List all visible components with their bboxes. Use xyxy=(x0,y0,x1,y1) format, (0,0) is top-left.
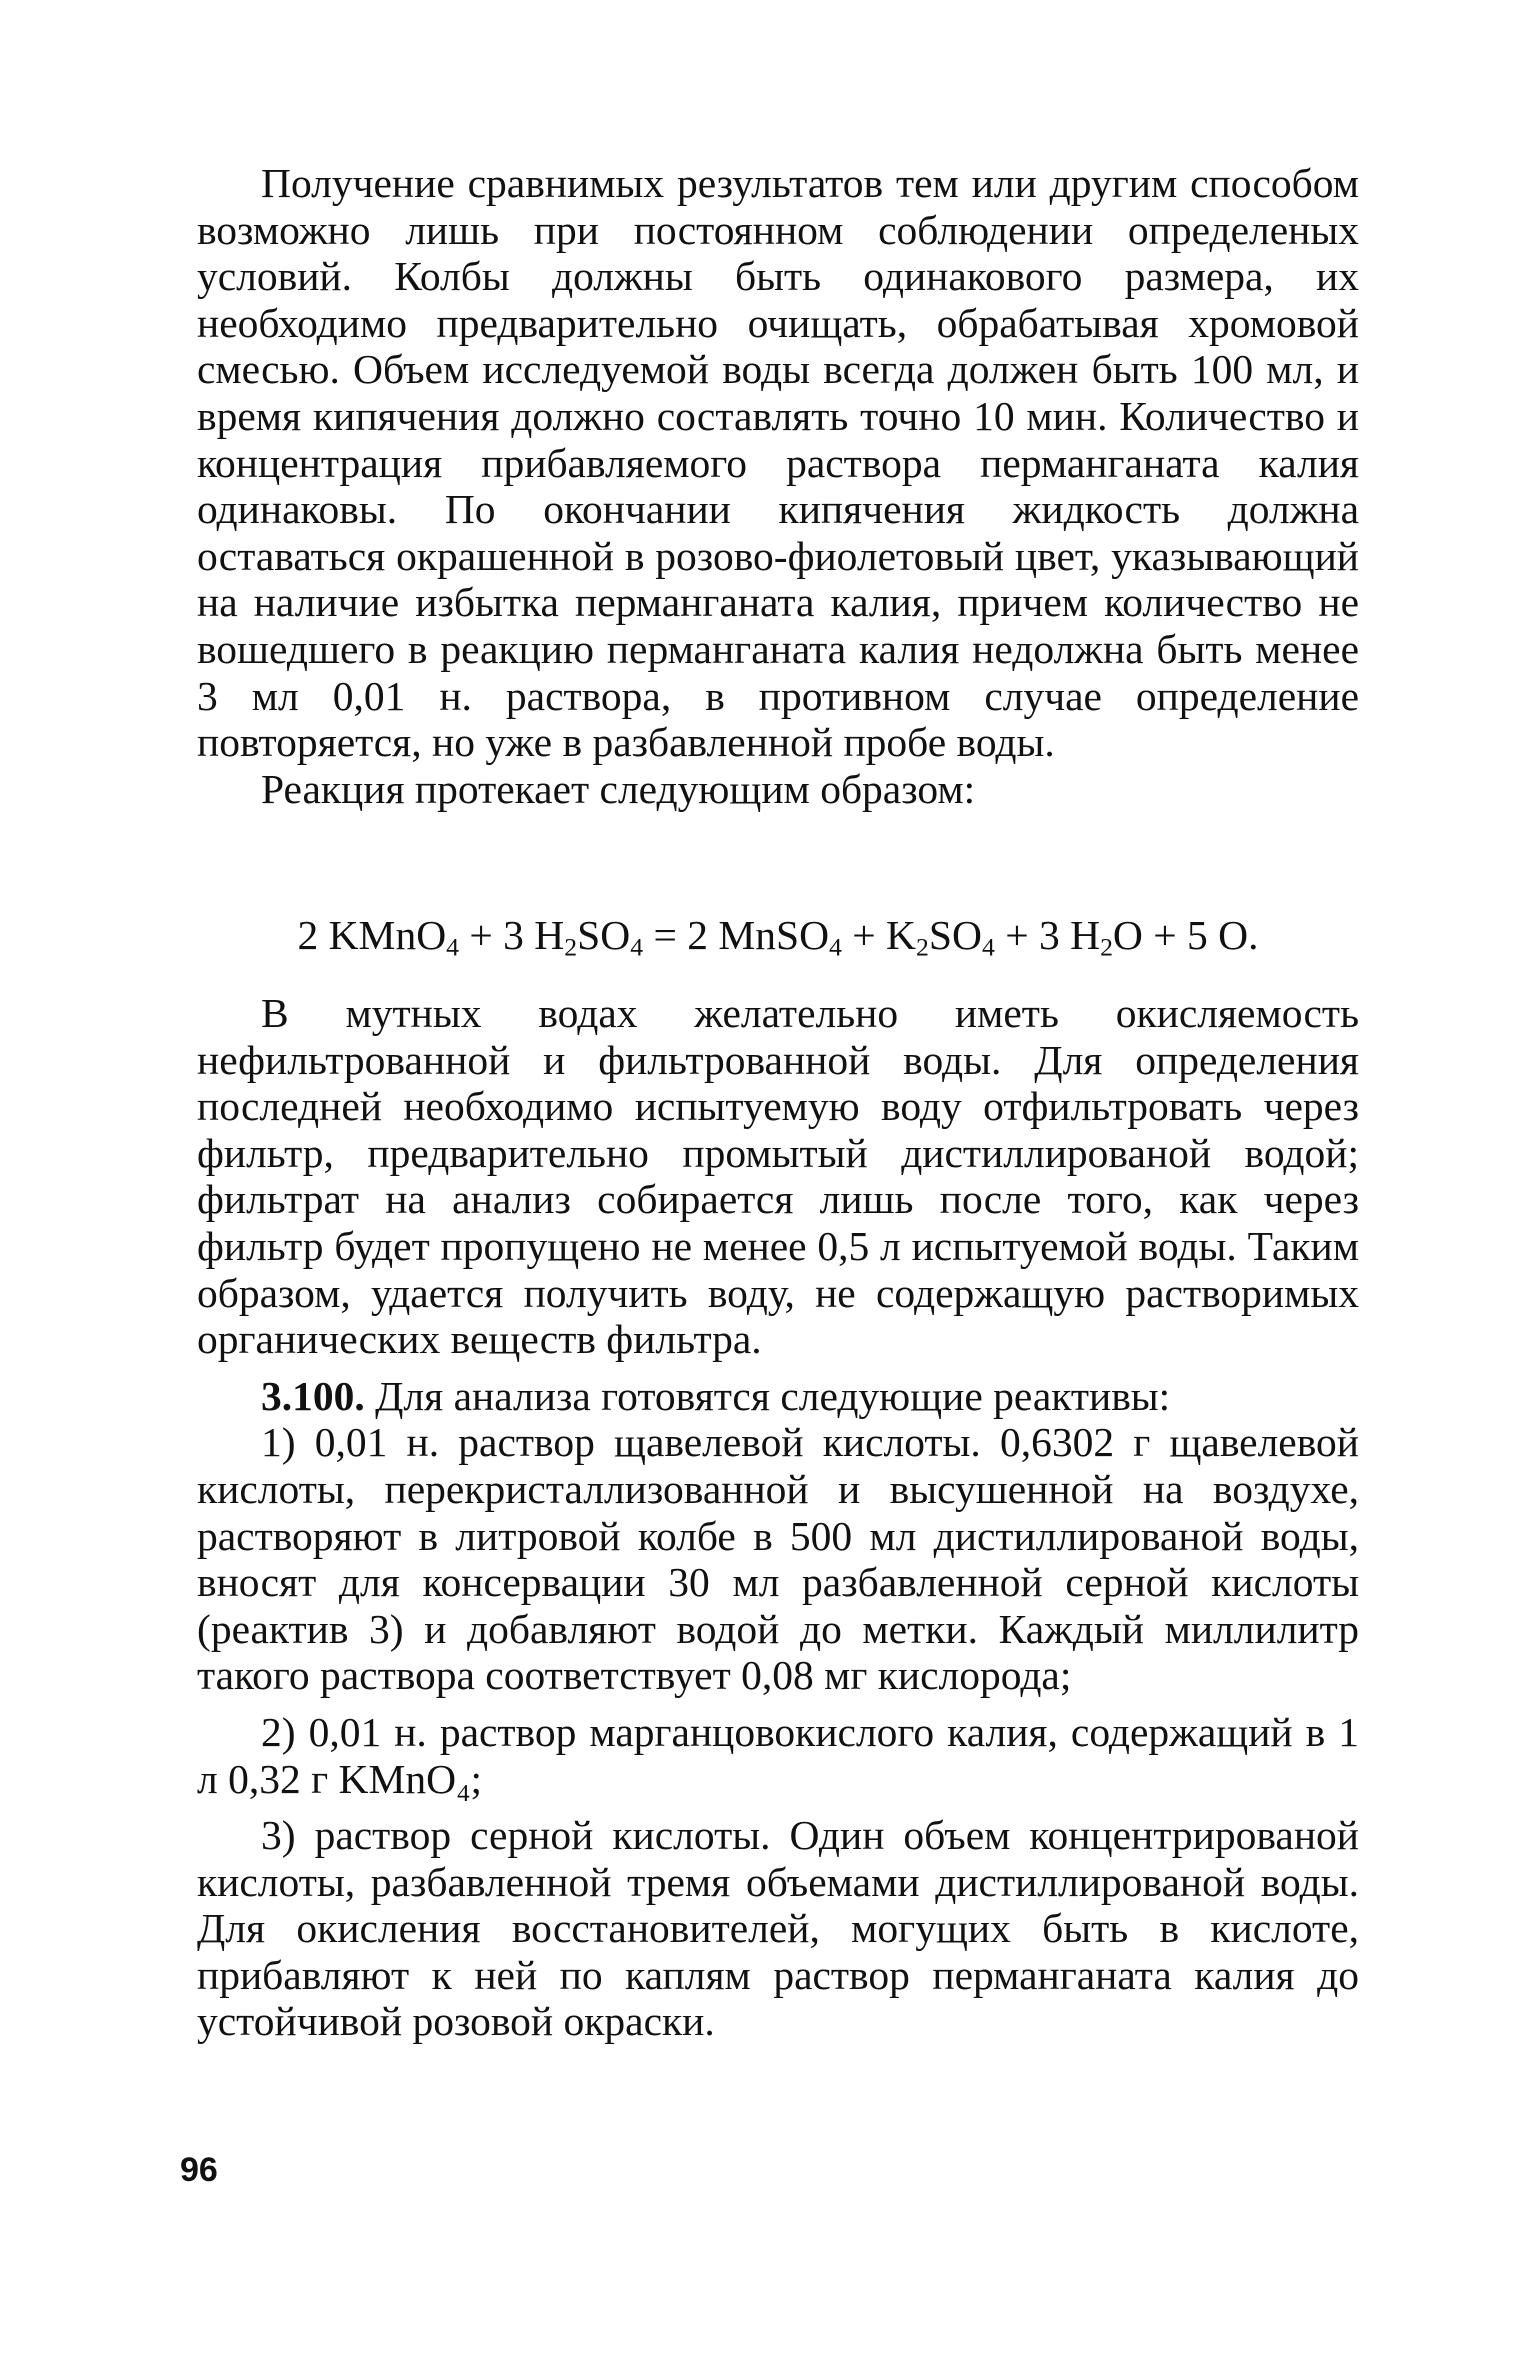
eq-subscript: 4 xyxy=(981,932,995,962)
eq-subscript: 2 xyxy=(916,932,929,962)
eq-part: + 3 H xyxy=(459,912,565,958)
eq-part: SO xyxy=(928,912,982,958)
paragraph-reagents-heading xyxy=(197,1373,1359,1420)
eq-subscript: 2 xyxy=(564,932,578,962)
reaction-equation xyxy=(197,910,1359,960)
eq-part: SO xyxy=(577,912,631,958)
eq-part: O + 5 O. xyxy=(1112,912,1259,958)
paragraph-reaction-intro: Реакция протекает следующим образом: xyxy=(261,765,976,812)
paragraph-reagent-2: 2) 0,01 н. раствор марганцовокислого калия, содержащий в 1 л 0,32 г KMnO₄; xyxy=(197,1708,1359,1802)
page-number: 96 xyxy=(180,2151,218,2189)
eq-part: + 3 H xyxy=(994,912,1101,958)
paragraph-reagent-3: 3) раствор серной кислоты. Один объем концентрированой кислоты, разбавленной тремя объемами дистиллированой воды. Для окисления восстановителей, могущих быть в кислоте, прибавляют к ней по каплям раствор перманганата калия до устойчивой розовой окраски. xyxy=(197,1812,1359,2045)
paragraph-reagent-1: 1) 0,01 н. раствор щавелевой кислоты. 0,6302 г щавелевой кислоты, перекристаллизованной и высушенной на воздухе, растворяют в литровой колбе в 500 мл дистиллированой воды, вносят для консервации 30 мл разбавленной серной кислоты (реактив 3) и добавляют водой до метки. Каждый миллилитр такого раствора соответствует 0,08 мг кислорода; xyxy=(197,1419,1359,1699)
eq-part: + K xyxy=(841,912,917,958)
paragraph-conditions: Получение сравнимых результатов тем или другим способом возможно лишь при постоянном соблюдении определеных условий. Колбы должны быть одинакового размера, их необходимо предварительно очищать, обрабатывая хромовой смесью. Объем исследуемой воды всегда должен быть 100 мл, и время кипячения должно составлять точно 10 мин. Количество и концентрация прибавляемого раствора перманганата калия одинаковы. По окончании кипячения жидкость должна оставаться окрашенной в розово-фиолетовый цвет, указывающий на наличие избытка перманганата калия, причем количество не вошедшего в реакцию перманганата калия недолжна быть менее 3 мл 0,01 н. раствора, в противном случае определение повторяется, но уже в разбавленной пробе воды. xyxy=(197,160,1359,766)
text-block-top xyxy=(197,160,1359,812)
section-heading-text: Для анализа готовятся следующие реактивы: xyxy=(364,1372,1171,1419)
text-block-bottom xyxy=(197,990,1359,2045)
eq-part: = 2 MnSO xyxy=(643,912,830,958)
eq-part: 2 KMnO xyxy=(297,912,447,958)
paragraph-turbid-waters: В мутных водах желательно иметь окисляемость нефильтрованной и фильтрованной воды. Для определения последней необходимо испытуемую воду отфильтровать через фильтр, предварительно промытый дистиллированой водой; фильтрат на анализ собирается лишь после того, как через фильтр будет пропущено не менее 0,5 л испытуемой воды. Таким образом, удается получить воду, не содержащую растворимых органических веществ фильтра. xyxy=(197,990,1359,1363)
section-number: 3.100. xyxy=(261,1372,365,1419)
eq-subscript: 2 xyxy=(1100,932,1113,962)
eq-subscript: 4 xyxy=(446,932,460,962)
eq-subscript: 4 xyxy=(829,932,842,962)
eq-subscript: 4 xyxy=(630,932,644,962)
